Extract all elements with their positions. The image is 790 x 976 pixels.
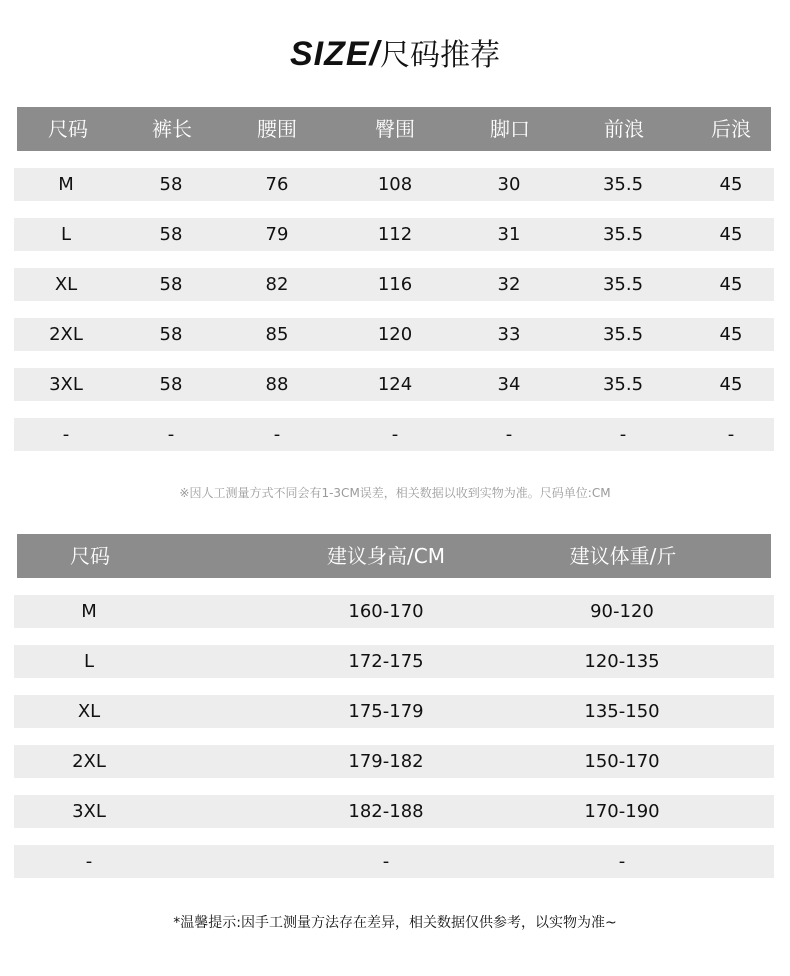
cell-waist: 76 bbox=[265, 174, 289, 195]
table-row bbox=[14, 218, 774, 251]
header-cell-height: 建议身高/CM bbox=[327, 544, 445, 568]
cell-height: 182-188 bbox=[348, 801, 424, 822]
cell-front-rise: 35.5 bbox=[602, 374, 644, 395]
cell-leg-opening: - bbox=[505, 424, 513, 445]
table-row bbox=[14, 595, 774, 628]
cell-height: 160-170 bbox=[348, 601, 424, 622]
cell-back-rise: 45 bbox=[719, 174, 743, 195]
size-logo: SIZE/ bbox=[289, 35, 381, 73]
cell-back-rise: 45 bbox=[719, 324, 743, 345]
table-row bbox=[14, 418, 774, 451]
cell-size: - bbox=[62, 424, 70, 445]
cell-hip: 124 bbox=[377, 374, 413, 395]
cell-size: 3XL bbox=[72, 801, 106, 822]
cell-leg-opening: 33 bbox=[497, 324, 521, 345]
table-row bbox=[14, 745, 774, 778]
cell-leg-opening: 30 bbox=[497, 174, 521, 195]
cell-leg-opening: 31 bbox=[497, 224, 521, 245]
cell-length: 58 bbox=[159, 374, 183, 395]
table-row bbox=[14, 695, 774, 728]
cell-length: - bbox=[167, 424, 175, 445]
cell-front-rise: 35.5 bbox=[602, 274, 644, 295]
header-cell-size: 尺码 bbox=[70, 544, 110, 568]
cell-weight: 120-135 bbox=[584, 651, 660, 672]
cell-back-rise: 45 bbox=[719, 374, 743, 395]
cell-length: 58 bbox=[159, 324, 183, 345]
header-cell-front-rise: 前浪 bbox=[604, 117, 644, 141]
header-cell-size: 尺码 bbox=[48, 117, 88, 141]
cell-front-rise: 35.5 bbox=[602, 174, 644, 195]
cell-front-rise: 35.5 bbox=[602, 324, 644, 345]
recommendation-header bbox=[17, 534, 771, 578]
cell-weight: 150-170 bbox=[584, 751, 660, 772]
header-cell-length: 裤长 bbox=[152, 117, 192, 141]
cell-weight: - bbox=[618, 851, 626, 872]
cell-waist: 88 bbox=[265, 374, 289, 395]
cell-weight: 90-120 bbox=[590, 601, 654, 622]
table-row bbox=[14, 168, 774, 201]
cell-back-rise: 45 bbox=[719, 274, 743, 295]
cell-length: 58 bbox=[159, 224, 183, 245]
cell-size: 2XL bbox=[49, 324, 83, 345]
cell-back-rise: 45 bbox=[719, 224, 743, 245]
header-cell-leg-opening: 脚口 bbox=[490, 117, 530, 141]
size-chart-header bbox=[17, 107, 771, 151]
header-cell-back-rise: 后浪 bbox=[711, 117, 751, 141]
cell-height: - bbox=[382, 851, 390, 872]
cell-weight: 135-150 bbox=[584, 701, 660, 722]
table-row bbox=[14, 368, 774, 401]
page-title-text: 尺码推荐 bbox=[380, 38, 501, 73]
measurement-note: ※因人工测量方式不同会有1-3CM误差，相关数据以收到实物为准。尺码单位:CM bbox=[179, 486, 611, 500]
table-row bbox=[14, 845, 774, 878]
page-title bbox=[0, 32, 790, 78]
cell-length: 58 bbox=[159, 174, 183, 195]
cell-front-rise: 35.5 bbox=[602, 224, 644, 245]
cell-weight: 170-190 bbox=[584, 801, 660, 822]
cell-size: XL bbox=[54, 274, 78, 295]
cell-hip: 112 bbox=[377, 224, 413, 245]
cell-waist: 82 bbox=[265, 274, 289, 295]
cell-hip: 116 bbox=[377, 274, 413, 295]
cell-hip: - bbox=[391, 424, 399, 445]
cell-height: 179-182 bbox=[348, 751, 424, 772]
cell-size: M bbox=[81, 601, 97, 622]
cell-height: 175-179 bbox=[348, 701, 424, 722]
table-row bbox=[14, 268, 774, 301]
cell-waist: 85 bbox=[265, 324, 289, 345]
cell-size: M bbox=[58, 174, 74, 195]
cell-size: XL bbox=[77, 701, 101, 722]
cell-size: L bbox=[83, 651, 95, 672]
cell-leg-opening: 34 bbox=[497, 374, 521, 395]
header-cell-hip: 臀围 bbox=[375, 117, 415, 141]
cell-height: 172-175 bbox=[348, 651, 424, 672]
table-row bbox=[14, 795, 774, 828]
table-row bbox=[14, 318, 774, 351]
cell-size: 2XL bbox=[72, 751, 106, 772]
header-cell-waist: 腰围 bbox=[257, 117, 297, 141]
cell-size: L bbox=[60, 224, 72, 245]
table-row bbox=[14, 645, 774, 678]
cell-waist: - bbox=[273, 424, 281, 445]
cell-waist: 79 bbox=[265, 224, 289, 245]
cell-size: - bbox=[85, 851, 93, 872]
cell-back-rise: - bbox=[727, 424, 735, 445]
header-cell-weight: 建议体重/斤 bbox=[569, 544, 677, 568]
cell-front-rise: - bbox=[619, 424, 627, 445]
cell-length: 58 bbox=[159, 274, 183, 295]
cell-hip: 120 bbox=[377, 324, 413, 345]
cell-leg-opening: 32 bbox=[497, 274, 521, 295]
cell-hip: 108 bbox=[377, 174, 413, 195]
cell-size: 3XL bbox=[49, 374, 83, 395]
tip-note: *温馨提示:因手工测量方法存在差异，相关数据仅供参考，以实物为准~ bbox=[173, 915, 617, 931]
